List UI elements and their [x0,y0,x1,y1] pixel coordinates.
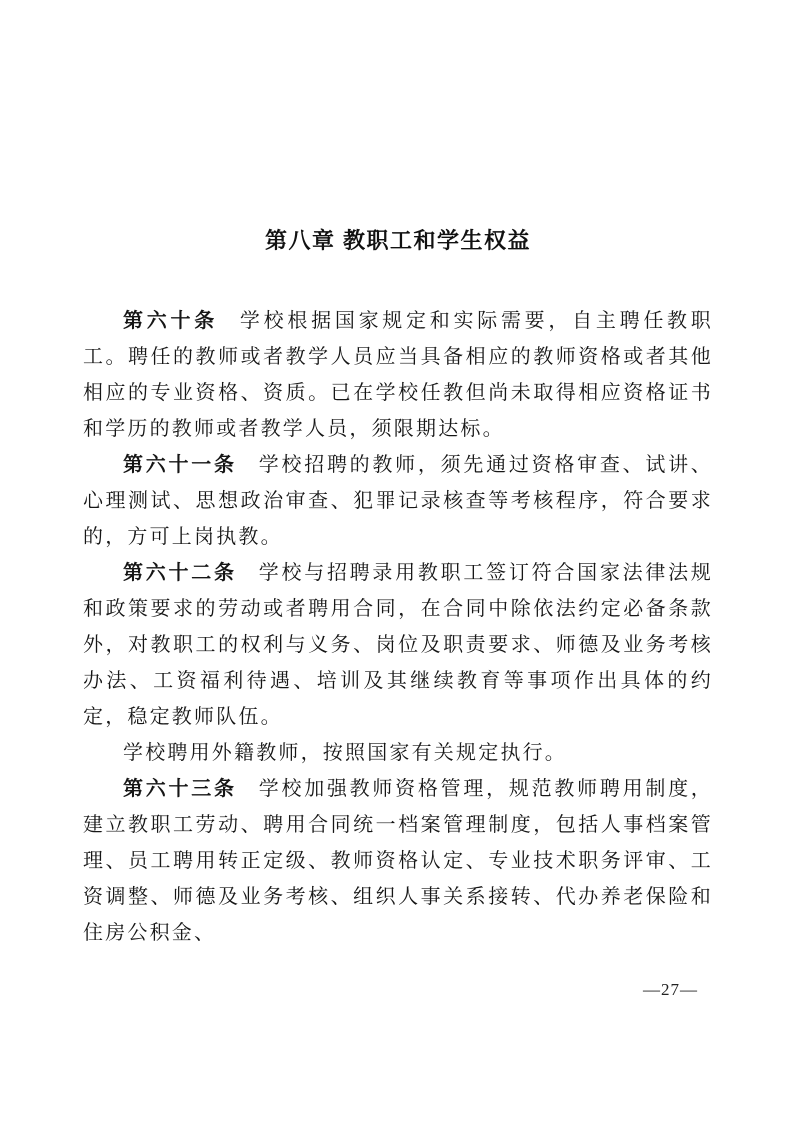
article-paragraph [83,555,713,735]
chapter-title: 第八章 教职工和学生权益 [264,228,532,253]
article-paragraph [83,771,713,951]
page-content [83,224,713,951]
article-text: 学校招聘的教师，须先通过资格审查、试讲、心理测试、思想政治审查、犯罪记录核查等考核程序，符合要求的，方可上岗执教。 [83,454,714,548]
article-label: 第六十条 [123,310,218,332]
article-text: 学校根据国家规定和实际需要，自主聘任教职工。聘任的教师或者教学人员应当具备相应的教师资格或者其他相应的专业资格、资质。已在学校任教但尚未取得相应资格证书和学历的教师或者教学人员，须限期达标。 [83,310,713,440]
article-label: 第六十二条 [123,562,237,584]
article-label: 第六十三条 [123,778,237,800]
article-text: 学校加强教师资格管理，规范教师聘用制度，建立教职工劳动、聘用合同统一档案管理制度，包括人事档案管理、员工聘用转正定级、教师资格认定、专业技术职务评审、工资调整、师德及业务考核、组织人事关系接转、代办养老保险和住房公积金、 [83,778,714,944]
article-paragraph [83,303,713,447]
article-text: 学校与招聘录用教职工签订符合国家法律法规和政策要求的劳动或者聘用合同，在合同中除依法约定必备条款外，对教职工的权利与义务、岗位及职责要求、师德及业务考核办法、工资福利待遇、培训及其继续教育等事项作出具体的约定，稳定教师队伍。 [83,562,714,728]
article-text: 学校聘用外籍教师，按照国家有关规定执行。 [123,742,567,764]
article-label: 第六十一条 [123,454,237,476]
page-number: —27— [643,980,698,999]
article-paragraph [83,735,713,771]
article-paragraph [83,447,713,555]
